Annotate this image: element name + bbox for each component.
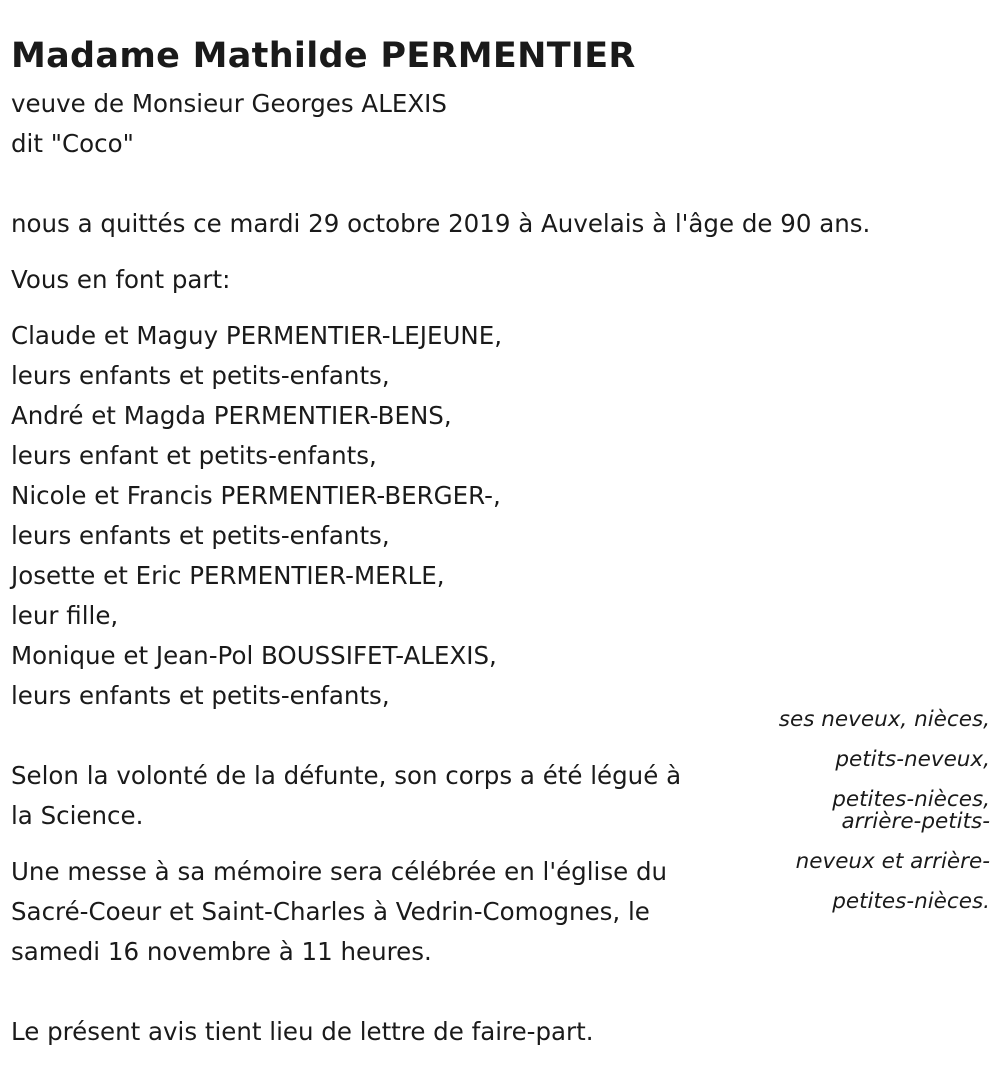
family-intro: Vous en font part: xyxy=(11,265,231,294)
family-line: leur fille, xyxy=(11,601,119,630)
family-line: leurs enfants et petits-enfants, xyxy=(11,521,390,550)
mass-info-line: Sacré-Coeur et Saint-Charles à Vedrin-Comognes, le xyxy=(11,897,650,926)
body-science-line: Selon la volonté de la défunte, son corps a été légué à xyxy=(11,761,682,790)
widow-of-line: veuve de Monsieur Georges ALEXIS xyxy=(11,89,447,118)
family-line: Claude et Maguy PERMENTIER-LEJEUNE, xyxy=(11,321,502,350)
deceased-name: Madame Mathilde PERMENTIER xyxy=(11,36,636,76)
family-line: Nicole et Francis PERMENTIER-BERGER-, xyxy=(11,481,501,510)
extended-family-line: petites-nièces. xyxy=(832,889,990,914)
family-line: leurs enfants et petits-enfants, xyxy=(11,361,390,390)
family-line: Monique et Jean-Pol BOUSSIFET-ALEXIS, xyxy=(11,641,497,670)
nickname-line: dit "Coco" xyxy=(11,129,134,158)
extended-family-line: petites-nièces, xyxy=(832,787,990,812)
extended-family-line: ses neveux, nièces, xyxy=(778,707,990,732)
extended-family-line: arrière-petits- xyxy=(841,809,990,834)
mass-info-line: samedi 16 novembre à 11 heures. xyxy=(11,937,432,966)
death-announcement: nous a quittés ce mardi 29 octobre 2019 à Auvelais à l'âge de 90 ans. xyxy=(11,209,871,238)
body-science-line: la Science. xyxy=(11,801,144,830)
extended-family-line: neveux et arrière- xyxy=(795,849,990,874)
extended-family-line: petits-neveux, xyxy=(835,747,990,772)
family-line: Josette et Eric PERMENTIER-MERLE, xyxy=(11,561,445,590)
family-line: leurs enfant et petits-enfants, xyxy=(11,441,377,470)
closing-note: Le présent avis tient lieu de lettre de faire-part. xyxy=(11,1017,594,1046)
family-line: leurs enfants et petits-enfants, xyxy=(11,681,390,710)
mass-info-line: Une messe à sa mémoire sera célébrée en l'église du xyxy=(11,857,668,886)
family-line: André et Magda PERMENTIER-BENS, xyxy=(11,401,452,430)
